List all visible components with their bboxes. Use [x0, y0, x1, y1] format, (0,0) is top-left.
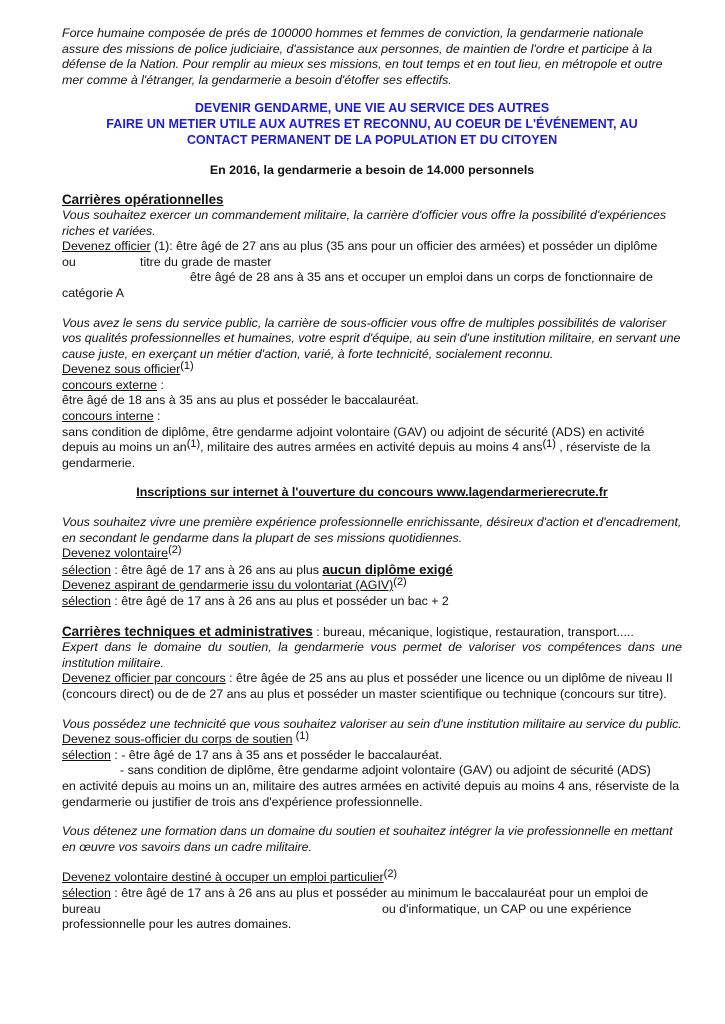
footnote-ref: (2) [393, 576, 407, 589]
footnote-ref: (1) [542, 438, 556, 451]
tech-so-selection-3: en activité depuis au moins un an, militaire des autres armées en activité depuis au moins 4 ans, réserviste de la gendarmerie ou justifier de trois ans d'expérience professionnelle. [62, 778, 680, 809]
tech-so-selection-2: - sans condition de diplôme, être gendarme adjoint volontaire (GAV) ou adjoint de sécurité (ADS) [120, 763, 651, 778]
concours-externe-label: concours externe [62, 377, 158, 392]
officer-category: catégorie A [62, 285, 124, 300]
tech-so-line [62, 732, 682, 748]
tech-vol-intro: Vous détenez une formation dans un domaine du soutien et souhaitez intégrer la vie professionnelle en mettant en œuvre vos savoirs dans un cadre militaire. [62, 824, 673, 854]
volontaire-selection [62, 562, 682, 579]
volontaire-intro-2: en secondant le gendarme dans la plupart de ses missions quotidiennes. [62, 530, 463, 545]
colon: : [153, 409, 161, 424]
tech-vol-link[interactable]: Devenez volontaire destiné à occuper un emploi particulier [62, 870, 384, 885]
selection-label: sélection [62, 747, 111, 762]
volontaire-selection-text: : être âgé de 17 ans à 26 ans au plus [110, 562, 323, 577]
intro-paragraph: Force humaine composée de prés de 100000 hommes et femmes de conviction, la gendarmerie nationale assure des missions de police judiciaire, d'assistance aux personnes, de maintien de l'ordre et participe à la défense de la Nation. Pour remplir au mieux ses missions, en tout temps et en tout lieu, en métropole et outre mer comme à l'étranger, la gendarmerie a besoin d'étoffer ses effectifs. [62, 26, 663, 87]
tech-so-selection-1 [62, 748, 682, 764]
tech-officer-line [62, 671, 682, 702]
no-diploma-required: aucun diplôme exigé [322, 561, 453, 577]
interne-text-1: sans condition de diplôme, être gendarme adjoint volontaire (GAV) ou adjoint de sécurité (ADS) en activité depuis au moins un an [62, 424, 645, 455]
sous-officier-intro: Vous avez le sens du service public, la carrière de sous-officier vous offre de multiples possibilités de valoriser vos qualités professionnelles et humaines, votre esprit d'équipe, au sein d'une institution militaire, en servant une cause juste, en exerçant un métier d'action, varié, à forte technicité, socialement reconnu. [62, 315, 681, 361]
volontaire-intro-1: Vous souhaitez vivre une première expérience professionnelle enrichissante, désireux d'action et d'encadrement, [62, 515, 682, 530]
tech-so-link[interactable]: Devenez sous-officier du corps de soutien [62, 732, 293, 747]
agiv-selection-text: : être âgé de 17 ans à 26 ans au plus et posséder un bac + 2 [110, 594, 449, 609]
inscriptions-link[interactable]: Inscriptions sur internet à l'ouverture du concours www.lagendarmerierecrute.fr [136, 485, 608, 500]
concours-interne-label: concours interne [62, 409, 154, 424]
section-title-technical: Carrières techniques et administratives [62, 623, 313, 639]
tech-vol-sel-2: ou d'informatique, un CAP ou une expérience [382, 901, 632, 916]
tech-vol-selection-2 [62, 902, 682, 918]
footnote-ref: (2) [383, 868, 398, 881]
tech-officer-link[interactable]: Devenez officier par concours [62, 671, 226, 686]
document-page [62, 26, 682, 933]
tech-vol-selection-1 [62, 886, 682, 902]
sous-officier-line [62, 362, 682, 378]
officer-requirement [62, 239, 682, 255]
headline-line-1: DEVENIR GENDARME, UNE VIE AU SERVICE DES AUTRES [194, 101, 550, 116]
interne-text-3: , réserviste de la gendarmerie. [62, 440, 651, 470]
tech-intro: Expert dans le domaine du soutien, la gendarmerie vous permet de valoriser vos compétences dans une institution militaire. [62, 640, 682, 670]
officer-text: (1): être âgé de 27 ans au plus (35 ans pour un officier des armées) et posséder un diplôme [150, 239, 658, 254]
selection-label: sélection [62, 562, 111, 577]
agiv-link[interactable]: Devenez aspirant de gendarmerie issu du volontariat (AGIV) [62, 578, 394, 593]
tech-so-intro: Vous possédez une technicité que vous souhaitez valoriser au sein d'une institution militaire au service du public. [62, 716, 682, 731]
footnote-ref: (1) [186, 438, 201, 451]
headline-line-2: FAIRE UN METIER UTILE AUX AUTRES ET RECONNU, AU COEUR DE L'ÉVÉNEMENT, AU [106, 117, 638, 132]
tech-vol-bureau: bureau [62, 901, 101, 916]
tech-vol-selection-3: professionnelle pour les autres domaines. [62, 917, 292, 932]
agiv-line [62, 578, 682, 594]
concours-interne-line [62, 409, 682, 425]
concours-externe-text: être âgé de 18 ans à 35 ans au plus et posséder le baccalauréat. [62, 393, 419, 408]
volontaire-link[interactable]: Devenez volontaire [62, 546, 169, 561]
footnote-ref: (1) [292, 730, 310, 743]
concours-externe-line [62, 378, 682, 394]
tech-so-sel-1: : - être âgé de 17 ans à 35 ans et posséder le baccalauréat. [110, 747, 443, 762]
colon: : [157, 377, 164, 392]
footnote-ref: (2) [168, 544, 182, 557]
agiv-selection [62, 594, 682, 610]
officer-alt: être âgé de 28 ans à 35 ans et occuper un emploi dans un corps de fonctionnaire de [190, 270, 653, 285]
officer-grade: titre du grade de master [140, 254, 272, 269]
officer-link[interactable]: Devenez officier [62, 239, 151, 254]
interne-text-2: , militaire des autres armées en activité depuis au moins 4 ans [200, 440, 543, 455]
tech-vol-sel-1: : être âgé de 17 ans à 26 ans au plus et posséder au minimum le baccalauréat pour un emploi de [110, 885, 649, 900]
tech-vol-line [62, 870, 682, 886]
tech-title-rest: : bureau, mécanique, logistique, restauration, transport..... [312, 624, 634, 639]
recruitment-need: En 2016, la gendarmerie a besoin de 14.000 personnels [209, 162, 535, 177]
selection-label: sélection [62, 885, 111, 900]
selection-label: sélection [62, 594, 111, 609]
inscriptions-line [62, 485, 682, 501]
footnote-ref: (1) [180, 360, 194, 373]
volontaire-line [62, 546, 682, 562]
tech-officer-text: : être âgée de 25 ans au plus et posséder une licence ou un diplôme de niveau II (concours direct) ou de de 27 ans au plus et posséder un master scientifique ou technique (concours sur titre). [62, 671, 673, 701]
sous-officier-link[interactable]: Devenez sous officier [62, 362, 181, 377]
officer-intro: Vous souhaitez exercer un commandement militaire, la carrière d'officier vous offre la possibilité d'expériences riches et variées. [62, 207, 667, 238]
officer-ou-line [62, 255, 682, 271]
concours-interne-text [62, 425, 682, 472]
officer-ou: ou [62, 254, 76, 269]
section-title-operational: Carrières opérationnelles [62, 192, 224, 208]
headline-line-3: CONTACT PERMANENT DE LA POPULATION ET DU CITOYEN [186, 132, 558, 147]
tech-title-line [62, 624, 682, 641]
